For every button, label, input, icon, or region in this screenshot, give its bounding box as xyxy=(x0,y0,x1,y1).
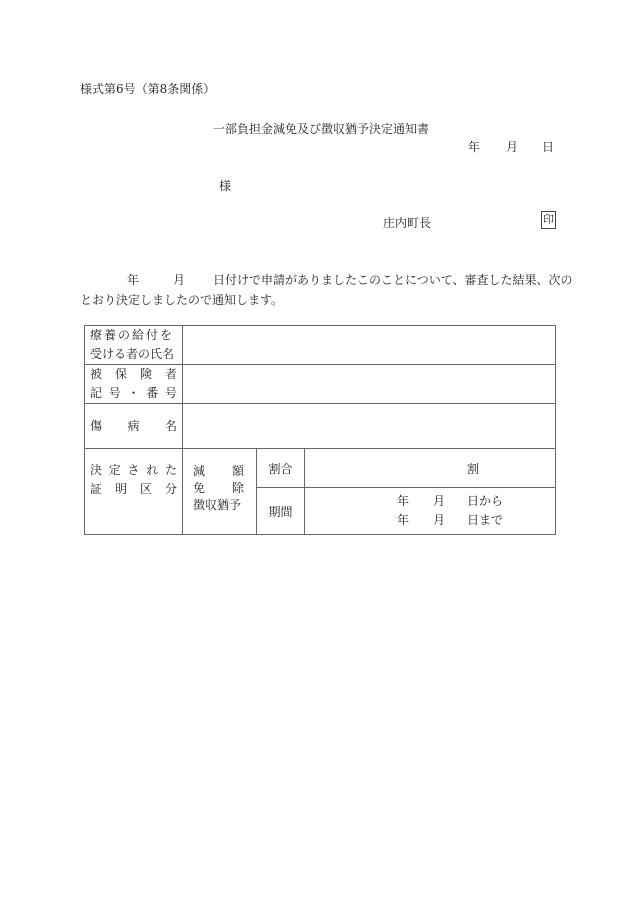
disease-label: 傷 病 名 xyxy=(85,404,183,449)
date-day: 日 xyxy=(542,140,555,154)
insured-value xyxy=(183,365,556,404)
decision-types: 減 額 免 除 徴収猶予 xyxy=(183,449,257,535)
table-row-decision xyxy=(85,449,556,488)
document-title: 一部負担金減免及び徴収猶予決定通知書 xyxy=(213,122,430,136)
body-text-line1 xyxy=(127,271,573,288)
table-row-recipient xyxy=(85,326,556,365)
table-row-disease xyxy=(85,404,556,449)
body-text: 日付けで申請がありましたこのことについて、審査した結果、次の xyxy=(213,273,573,287)
recipient-label: 療養の給付を 受ける者の氏名 xyxy=(85,326,183,365)
decision-label: 決 定 さ れ た 証 明 区 分 xyxy=(85,449,183,535)
table-row-insured xyxy=(85,365,556,404)
form-number: 様式第6号（第8条関係） xyxy=(80,82,216,96)
decision-table xyxy=(84,325,556,535)
insured-label: 被 保 険 者 記 号 ・ 番 号 xyxy=(85,365,183,404)
body-text-line2: とおり決定しましたので通知します。 xyxy=(80,293,284,307)
period-label: 期間 xyxy=(257,488,305,535)
disease-value xyxy=(183,404,556,449)
date-year: 年 xyxy=(468,140,481,154)
body-year: 年 xyxy=(127,273,140,287)
issuer-name: 庄内町長 xyxy=(383,216,432,230)
date-month: 月 xyxy=(506,140,519,154)
seal-mark: 印 xyxy=(541,211,556,229)
ratio-value xyxy=(305,449,556,488)
recipient-value xyxy=(183,326,556,365)
period-value: 年 月 日から 年 月 日まで xyxy=(305,488,556,535)
body-month: 月 xyxy=(173,273,186,287)
ratio-unit: 割 xyxy=(466,461,479,476)
ratio-label: 割合 xyxy=(257,449,305,488)
addressee-suffix: 様 xyxy=(219,179,232,193)
